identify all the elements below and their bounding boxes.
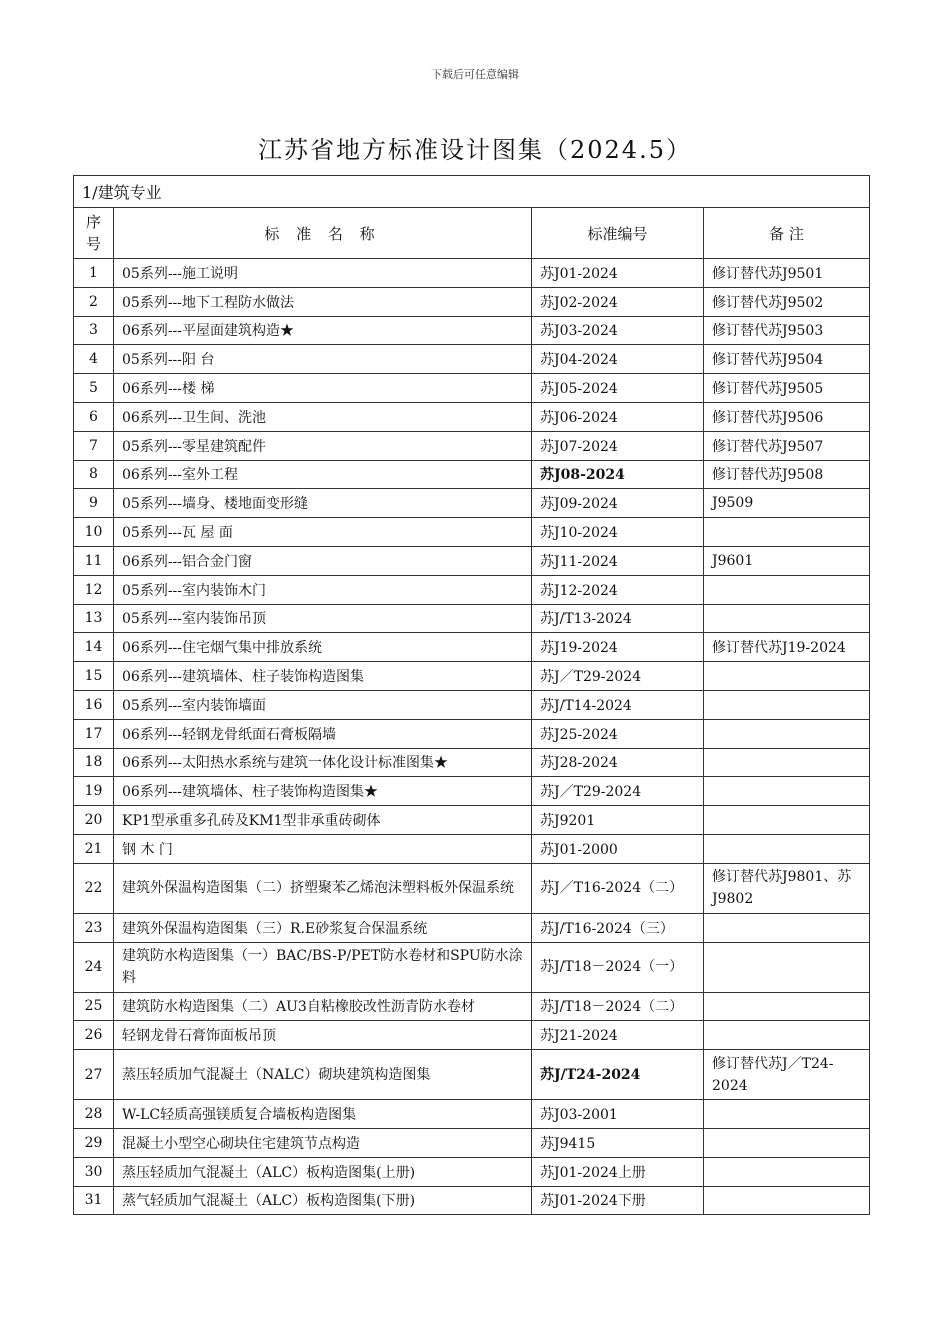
row-note — [704, 1128, 870, 1157]
row-name: 06系列---轻钢龙骨纸面石膏板隔墙 — [114, 719, 532, 748]
row-seq: 21 — [74, 834, 114, 863]
table-row — [74, 1157, 870, 1186]
table-row — [74, 1050, 870, 1100]
table-row — [74, 690, 870, 719]
row-code: 苏J02-2024 — [532, 287, 704, 316]
row-seq: 11 — [74, 546, 114, 575]
row-seq: 24 — [74, 942, 114, 992]
row-seq: 20 — [74, 806, 114, 835]
row-seq: 14 — [74, 633, 114, 662]
row-code: 苏J10-2024 — [532, 518, 704, 547]
table-row — [74, 913, 870, 942]
row-seq: 29 — [74, 1128, 114, 1157]
row-code: 苏J03-2024 — [532, 316, 704, 345]
row-note — [704, 662, 870, 691]
row-note: 修订替代苏J9504 — [704, 345, 870, 374]
row-code: 苏J04-2024 — [532, 345, 704, 374]
row-code: 苏J06-2024 — [532, 402, 704, 431]
row-note — [704, 1100, 870, 1129]
row-seq: 17 — [74, 719, 114, 748]
table-row — [74, 662, 870, 691]
row-seq: 3 — [74, 316, 114, 345]
row-name: 06系列---住宅烟气集中排放系统 — [114, 633, 532, 662]
row-note — [704, 748, 870, 777]
row-note: 修订替代苏J9501 — [704, 259, 870, 288]
table-row — [74, 834, 870, 863]
row-name: 蒸气轻质加气混凝土（ALC）板构造图集(下册) — [114, 1186, 532, 1215]
header-code: 标准编号 — [532, 208, 704, 259]
row-name: 05系列---室内装饰吊顶 — [114, 604, 532, 633]
table-row — [74, 518, 870, 547]
row-code: 苏J11-2024 — [532, 546, 704, 575]
row-note — [704, 518, 870, 547]
row-name: 06系列---平屋面建筑构造★ — [114, 316, 532, 345]
row-note — [704, 913, 870, 942]
row-code: 苏J08-2024 — [532, 460, 704, 489]
row-seq: 27 — [74, 1050, 114, 1100]
row-code: 苏J/T14-2024 — [532, 690, 704, 719]
row-name: 建筑防水构造图集（二）AU3自粘橡胶改性沥青防水卷材 — [114, 992, 532, 1021]
row-note: 修订替代苏J9503 — [704, 316, 870, 345]
table-row — [74, 1128, 870, 1157]
table-row — [74, 633, 870, 662]
table-row — [74, 719, 870, 748]
table-row — [74, 431, 870, 460]
row-code: 苏J01-2024下册 — [532, 1186, 704, 1215]
row-seq: 25 — [74, 992, 114, 1021]
row-name: 05系列---零星建筑配件 — [114, 431, 532, 460]
table-row — [74, 1186, 870, 1215]
row-name: 建筑外保温构造图集（三）R.E砂浆复合保温系统 — [114, 913, 532, 942]
row-name: 05系列---室内装饰木门 — [114, 575, 532, 604]
row-name: 06系列---室外工程 — [114, 460, 532, 489]
row-code: 苏J9415 — [532, 1128, 704, 1157]
row-code: 苏J01-2024上册 — [532, 1157, 704, 1186]
row-name: 蒸压轻质加气混凝土（NALC）砌块建筑构造图集 — [114, 1050, 532, 1100]
row-name: 05系列---室内装饰墙面 — [114, 690, 532, 719]
table-row — [74, 942, 870, 992]
row-seq: 31 — [74, 1186, 114, 1215]
header-seq: 序 号 — [74, 208, 114, 259]
row-name: 05系列---施工说明 — [114, 259, 532, 288]
row-code: 苏J03-2001 — [532, 1100, 704, 1129]
table-row — [74, 489, 870, 518]
row-note: 修订替代苏J19-2024 — [704, 633, 870, 662]
watermark-text: 下载后可任意编辑 — [431, 68, 519, 81]
row-seq: 10 — [74, 518, 114, 547]
row-name: 05系列---阳 台 — [114, 345, 532, 374]
row-seq: 4 — [74, 345, 114, 374]
row-name: 05系列---瓦 屋 面 — [114, 518, 532, 547]
row-code: 苏J01-2000 — [532, 834, 704, 863]
row-seq: 6 — [74, 402, 114, 431]
row-name: 06系列---建筑墙体、柱子装饰构造图集★ — [114, 777, 532, 806]
row-seq: 26 — [74, 1021, 114, 1050]
row-note — [704, 942, 870, 992]
table-row — [74, 1021, 870, 1050]
row-code: 苏J12-2024 — [532, 575, 704, 604]
row-note — [704, 575, 870, 604]
row-name: 建筑防水构造图集（一）BAC/BS-P/PET防水卷材和SPU防水涂料 — [114, 942, 532, 992]
row-name: 混凝土小型空心砌块住宅建筑节点构造 — [114, 1128, 532, 1157]
row-code: 苏J/T13-2024 — [532, 604, 704, 633]
table-row — [74, 345, 870, 374]
standards-table — [73, 175, 870, 1215]
row-note: 修订替代苏J／T24-2024 — [704, 1050, 870, 1100]
row-note — [704, 1186, 870, 1215]
row-code: 苏J01-2024 — [532, 259, 704, 288]
row-seq: 22 — [74, 863, 114, 913]
section-row — [74, 176, 870, 208]
row-note — [704, 604, 870, 633]
row-seq: 15 — [74, 662, 114, 691]
row-name: 蒸压轻质加气混凝土（ALC）板构造图集(上册) — [114, 1157, 532, 1186]
row-code: 苏J／T16-2024（二） — [532, 863, 704, 913]
row-note: 修订替代苏J9508 — [704, 460, 870, 489]
row-name: W-LC轻质高强镁质复合墙板构造图集 — [114, 1100, 532, 1129]
row-code: 苏J／T29-2024 — [532, 662, 704, 691]
row-seq: 23 — [74, 913, 114, 942]
row-seq: 7 — [74, 431, 114, 460]
row-seq: 2 — [74, 287, 114, 316]
row-code: 苏J28-2024 — [532, 748, 704, 777]
row-name: 05系列---墙身、楼地面变形缝 — [114, 489, 532, 518]
table-row — [74, 546, 870, 575]
table-row — [74, 1100, 870, 1129]
row-name: 钢 木 门 — [114, 834, 532, 863]
row-code: 苏J05-2024 — [532, 374, 704, 403]
row-note — [704, 690, 870, 719]
table-row — [74, 402, 870, 431]
table-row — [74, 575, 870, 604]
row-name: KP1型承重多孔砖及KM1型非承重砖砌体 — [114, 806, 532, 835]
row-code: 苏J/T18－2024（一） — [532, 942, 704, 992]
row-code: 苏J/T24-2024 — [532, 1050, 704, 1100]
row-name: 05系列---地下工程防水做法 — [114, 287, 532, 316]
row-name: 06系列---铝合金门窗 — [114, 546, 532, 575]
section-title: 1/建筑专业 — [74, 176, 870, 208]
row-code: 苏J/T16-2024（三） — [532, 913, 704, 942]
row-seq: 28 — [74, 1100, 114, 1129]
row-name: 06系列---卫生间、洗池 — [114, 402, 532, 431]
row-name: 06系列---太阳热水系统与建筑一体化设计标准图集★ — [114, 748, 532, 777]
row-note — [704, 992, 870, 1021]
table-row — [74, 604, 870, 633]
row-code: 苏J／T29-2024 — [532, 777, 704, 806]
row-code: 苏J9201 — [532, 806, 704, 835]
row-note — [704, 1021, 870, 1050]
row-note: 修订替代苏J9507 — [704, 431, 870, 460]
row-note: 修订替代苏J9506 — [704, 402, 870, 431]
row-code: 苏J09-2024 — [532, 489, 704, 518]
row-note — [704, 1157, 870, 1186]
table-row — [74, 806, 870, 835]
header-note: 备 注 — [704, 208, 870, 259]
table-row — [74, 460, 870, 489]
table-row — [74, 287, 870, 316]
table-row — [74, 316, 870, 345]
header-row — [74, 208, 870, 259]
row-code: 苏J21-2024 — [532, 1021, 704, 1050]
table-row — [74, 374, 870, 403]
row-seq: 1 — [74, 259, 114, 288]
row-seq: 30 — [74, 1157, 114, 1186]
table-row — [74, 863, 870, 913]
row-name: 轻钢龙骨石膏饰面板吊顶 — [114, 1021, 532, 1050]
row-note — [704, 834, 870, 863]
row-name: 建筑外保温构造图集（二）挤塑聚苯乙烯泡沫塑料板外保温系统 — [114, 863, 532, 913]
row-note — [704, 806, 870, 835]
row-seq: 12 — [74, 575, 114, 604]
row-note: 修订替代苏J9801、苏J9802 — [704, 863, 870, 913]
row-note — [704, 719, 870, 748]
row-seq: 9 — [74, 489, 114, 518]
row-code: 苏J19-2024 — [532, 633, 704, 662]
row-code: 苏J25-2024 — [532, 719, 704, 748]
row-note: 修订替代苏J9502 — [704, 287, 870, 316]
row-code: 苏J/T18－2024（二） — [532, 992, 704, 1021]
row-seq: 5 — [74, 374, 114, 403]
row-seq: 16 — [74, 690, 114, 719]
row-note — [704, 777, 870, 806]
table-row — [74, 992, 870, 1021]
row-code: 苏J07-2024 — [532, 431, 704, 460]
row-note: J9601 — [704, 546, 870, 575]
page-title: 江苏省地方标准设计图集（2024.5） — [258, 136, 692, 164]
row-note: 修订替代苏J9505 — [704, 374, 870, 403]
row-seq: 13 — [74, 604, 114, 633]
header-name: 标 准 名 称 — [114, 208, 532, 259]
row-seq: 18 — [74, 748, 114, 777]
table-row — [74, 777, 870, 806]
row-seq: 19 — [74, 777, 114, 806]
table-row — [74, 259, 870, 288]
table-row — [74, 748, 870, 777]
row-name: 06系列---楼 梯 — [114, 374, 532, 403]
row-note: J9509 — [704, 489, 870, 518]
row-name: 06系列---建筑墙体、柱子装饰构造图集 — [114, 662, 532, 691]
row-seq: 8 — [74, 460, 114, 489]
